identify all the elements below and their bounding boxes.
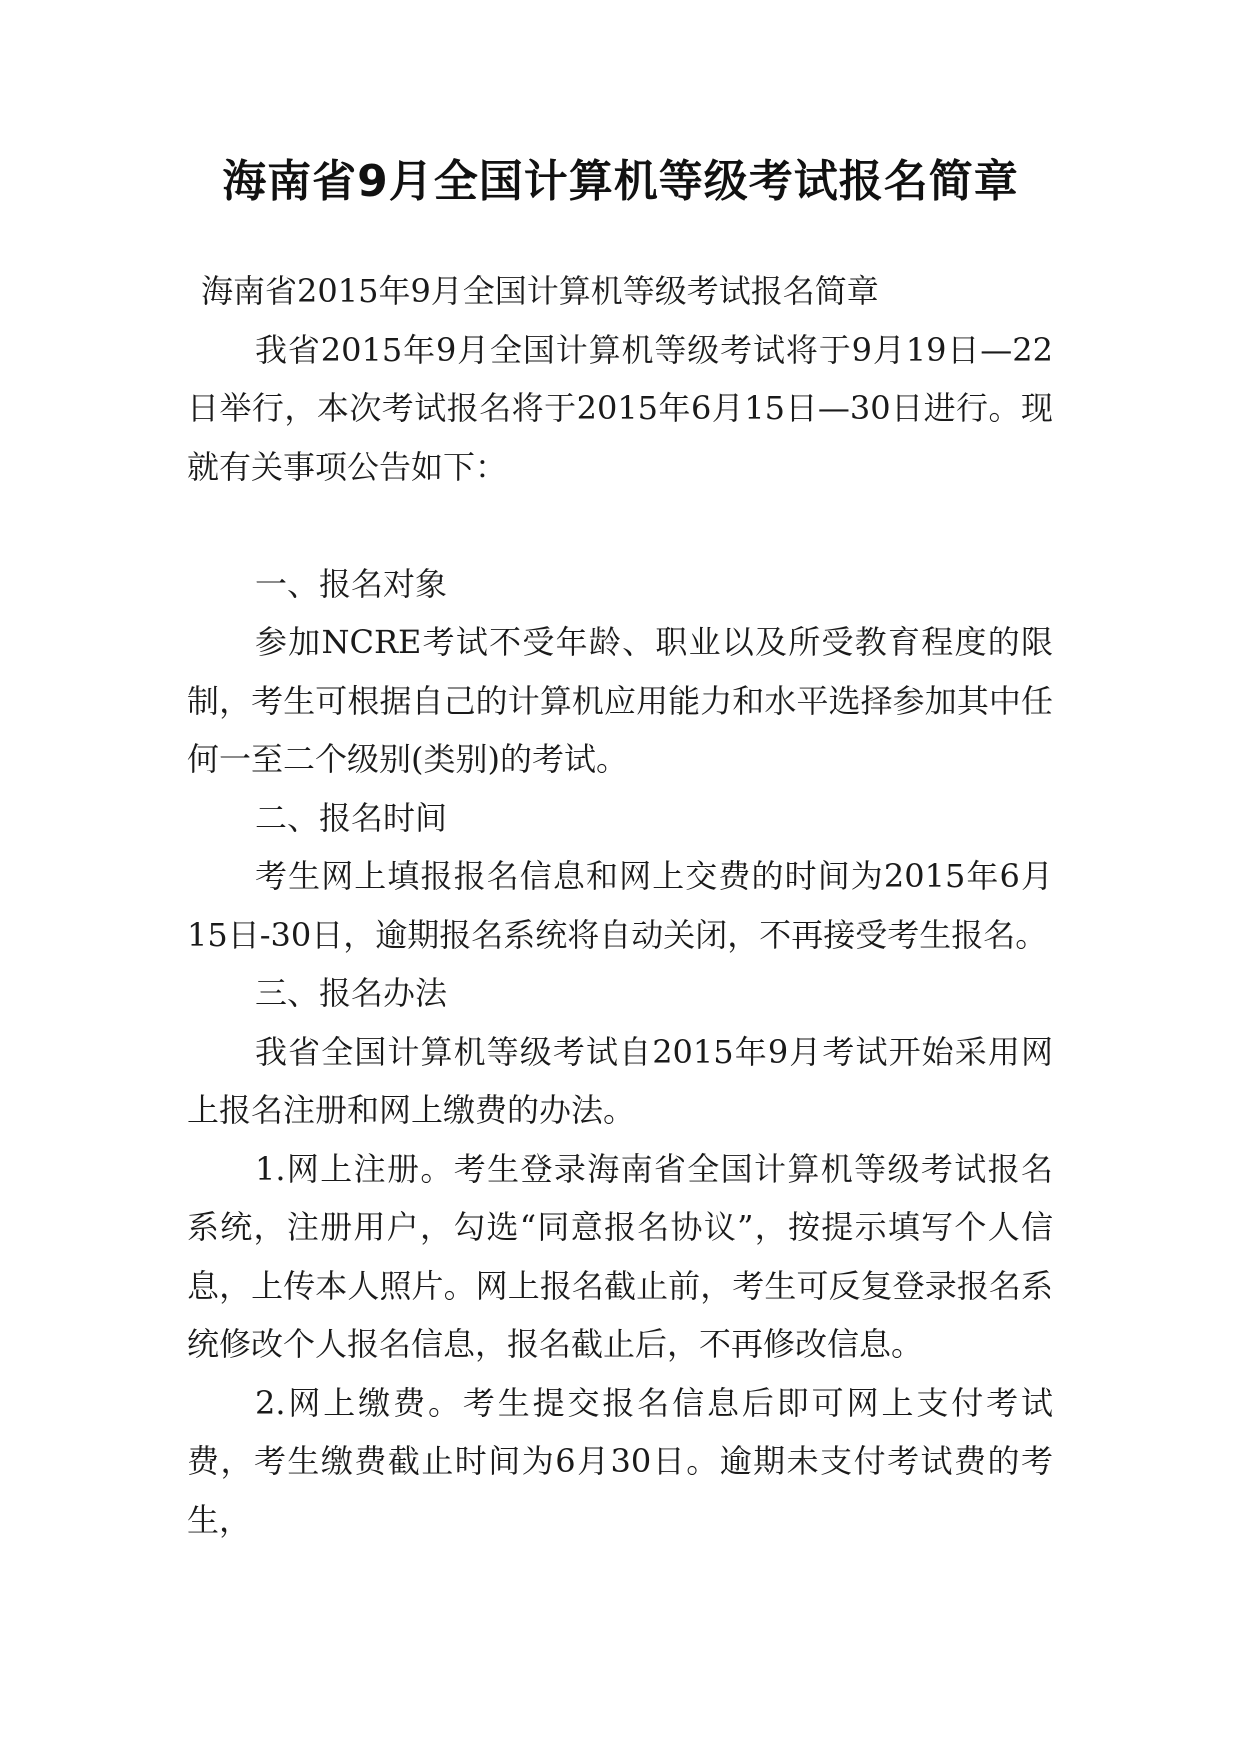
intro-paragraph: 我省2015年9月全国计算机等级考试将于9月19日—22日举行，本次考试报名将于2015年6月15日—30日进行。现就有关事项公告如下：	[187, 330, 1053, 486]
list-item-2: 2.网上缴费。考生提交报名信息后即可网上支付考试费，考生缴费截止时间为6月30日。逾期未支付考试费的考生，	[187, 1383, 1053, 1539]
section-heading-2: 二、报名时间	[255, 798, 448, 837]
list-item-1: 1.网上注册。考生登录海南省全国计算机等级考试报名系统，注册用户，勾选“同意报名协议”，按提示填写个人信息，上传本人照片。网上报名截止前，考生可反复登录报名系统修改个人报名信息，报名截止后，不再修改信息。	[187, 1149, 1053, 1363]
document-body	[187, 262, 1053, 1549]
section-paragraph-3: 我省全国计算机等级考试自2015年9月考试开始采用网上报名注册和网上缴费的办法。	[187, 1032, 1053, 1129]
section-heading-1: 一、报名对象	[255, 564, 448, 603]
section-heading-3: 三、报名办法	[255, 974, 448, 1012]
blank-line	[187, 496, 1053, 555]
document-title: 海南省9月全国计算机等级考试报名简章	[222, 156, 1019, 207]
section-paragraph-1: 参加NCRE考试不受年龄、职业以及所受教育程度的限制，考生可根据自己的计算机应用能力和水平选择参加其中任何一至二个级别(类别)的考试。	[187, 623, 1053, 778]
subtitle-paragraph: 海南省2015年9月全国计算机等级考试报名简章	[201, 272, 879, 310]
section-paragraph-2: 考生网上填报报名信息和网上交费的时间为2015年6月15日-30日，逾期报名系统将自动关闭，不再接受考生报名。	[187, 857, 1053, 954]
